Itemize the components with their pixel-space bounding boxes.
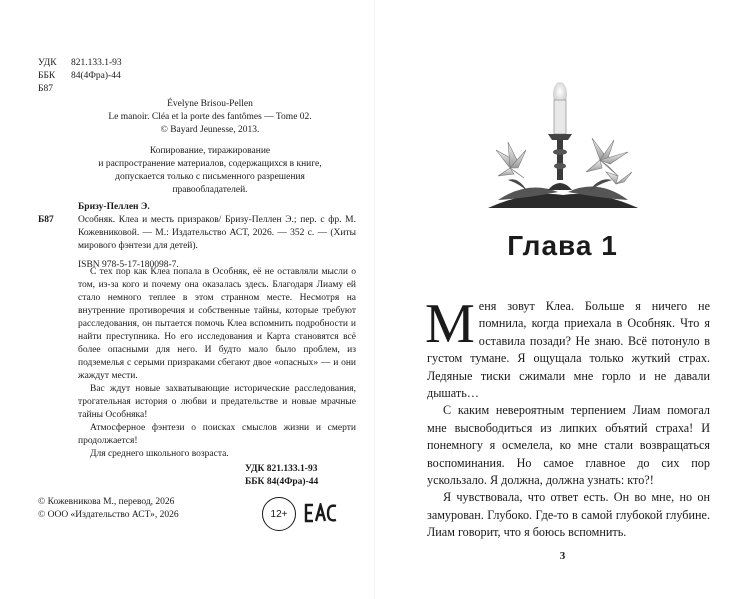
bbk-row: ББК 84(4Фра)-44: [38, 71, 121, 81]
eac-icon: [304, 503, 338, 523]
page-number: 3: [559, 550, 566, 562]
right-page: [375, 0, 750, 599]
copyrights: © Кожевникова М., перевод, 2026 © ООО «Издательство АСТ», 2026: [38, 497, 179, 520]
chapter-title: Глава 1: [507, 230, 618, 261]
bib-description: Особняк. Клеа и месть призраков/ Бризу-Пеллен Э.; пер. с фр. М. Кожевниковой. — М.: Издательство АСТ, 2026. — 352 с. — (Хиты мирового фэнтези для детей).: [78, 215, 356, 251]
copy-notice: Копирование, тиражирование и распространение материалов, содержащихся в книге, допускается только с письменного разрешения правообладателей.: [98, 146, 322, 195]
chapter-paragraph: С каким невероятным терпением Лиам помогал мне высвободиться из липких объятий страха! И понемногу я осмелела, ко мне стали возвращаться воспоминания. Но самое главное до сих пор ускользало. Я должна, должна узнать: кто?!: [427, 403, 710, 488]
annotation-paragraph: С тех пор как Клеа попала в Особняк, её не оставляли мысли о том, из-за кого и почему она оказалась здесь. Благодаря Лиаму ей стало немного теплее в этом странном месте. Несмотря на внутренние противоречия и собственные тайны, которые требуют расследования, он пытается помочь Клеа вспомнить подробности и найти преступника. Но его исследования и Карта становятся всё более опасными для него. И будто мало было проблем, из подземелья с серыми призраками сбегают двое «опасных» — и они жаждут мести.: [78, 267, 356, 381]
annotation: [78, 266, 356, 461]
library-codes: [38, 57, 122, 96]
bottom-codes: УДК 821.133.1-93 ББК 84(4Фра)-44: [245, 464, 319, 487]
annotation-paragraph: Для среднего школьного возраста.: [90, 449, 229, 459]
drop-cap: М: [425, 293, 475, 355]
chapter-paragraph: Меня зовут Клеа. Больше я ничего не помнила, когда приехала в Особняк. Что я оставила позади? Не знаю. Всё потонуло в густом тумане. Я ощущала только жуткий страх. Ледяные тиски сжимали мне горло и не давали дышать…: [425, 293, 710, 401]
age-rating-badge: 12+: [262, 497, 296, 531]
original-edition: Évelyne Brisou-Pellen Le manoir. Cléa et la porte des fantômes — Tome 02. © Bayard Jeunesse, 2013.: [108, 99, 312, 135]
chapter-paragraph: Я чувствовала, что ответ есть. Он во мне, но он замурован. Глубоко. Где-то в самой глубокой глубине. Лиам говорит, что я боюсь вспомнить.: [427, 490, 710, 540]
bib-author: Бризу-Пеллен Э.: [78, 202, 150, 212]
udk-row: УДК 821.133.1-93: [38, 58, 122, 68]
bib-code: Б87: [38, 215, 54, 225]
author-mark-row: Б87: [38, 84, 53, 94]
annotation-paragraph: Вас ждут новые захватывающие исторические расследования, трогательная история о любви и предательстве и новые мрачные тайны Особняка!: [78, 384, 356, 420]
annotation-paragraph: Атмосферное фэнтези о поисках смыслов жизни и смерти продолжается!: [78, 423, 356, 446]
chapter-body: [425, 293, 710, 542]
bibliographic-entry: [38, 201, 356, 272]
candle-lilies-illustration: [488, 80, 638, 210]
isbn: ISBN 978-5-17-180098-7.: [78, 260, 179, 270]
